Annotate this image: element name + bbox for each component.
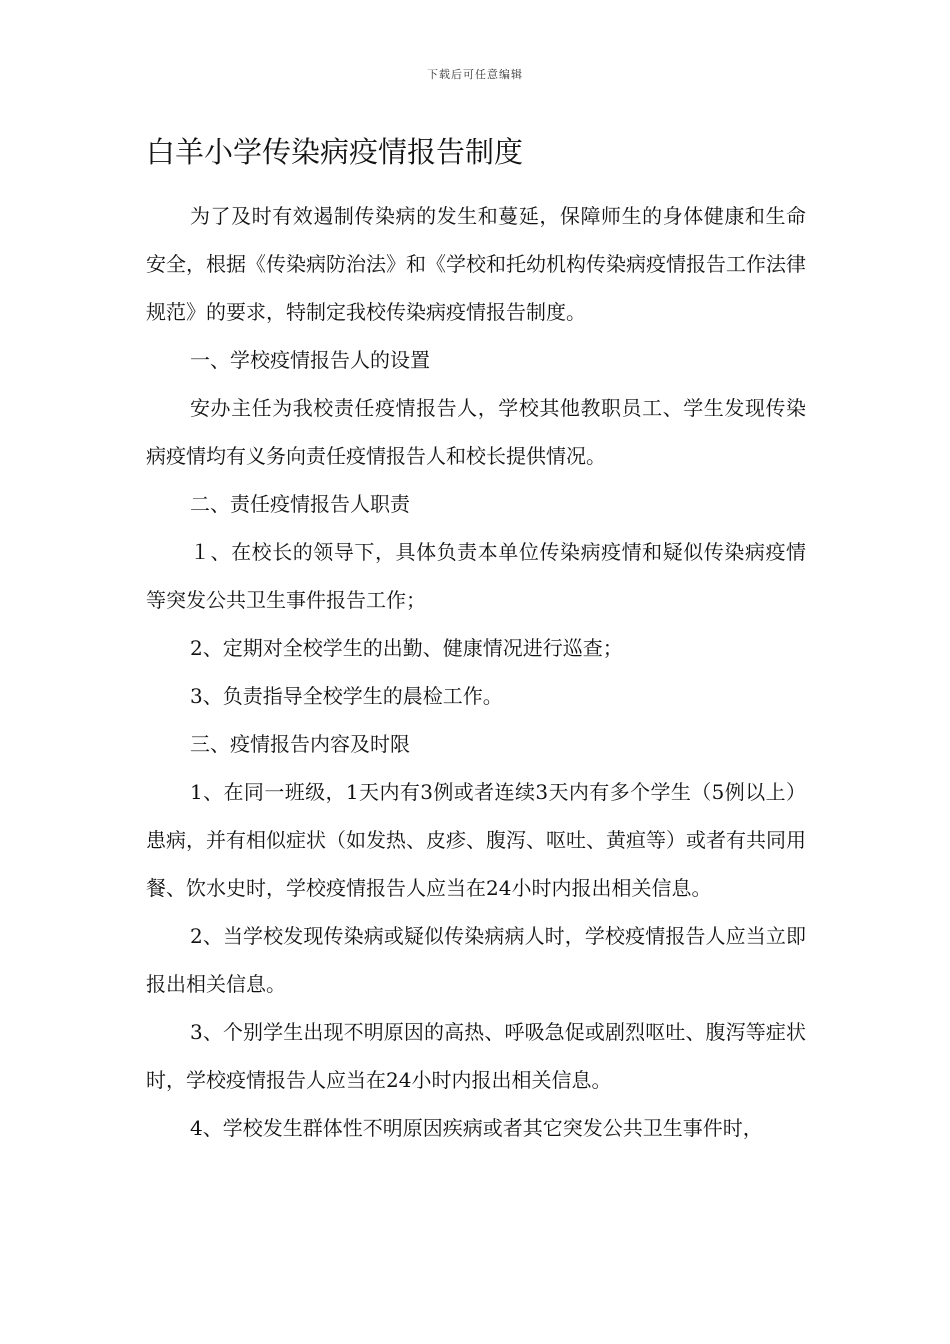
- list-item: 3、负责指导全校学生的晨检工作。: [190, 684, 503, 708]
- list-item: 2、当学校发现传染病或疑似传染病病人时，学校疫情报告人应当立即报出相关信息。: [146, 924, 806, 996]
- list-item: 4、学校发生群体性不明原因疾病或者其它突发公共卫生事件时，: [190, 1116, 763, 1140]
- list-item: 3、个别学生出现不明原因的高热、呼吸急促或剧烈呕吐、腹泻等症状时，学校疫情报告人应当在24小时内报出相关信息。: [146, 1020, 806, 1092]
- paragraph-intro: 为了及时有效遏制传染病的发生和蔓延，保障师生的身体健康和生命安全，根据《传染病防治法》和《学校和托幼机构传染病疫情报告工作法律规范》的要求，特制定我校传染病疫情报告制度。: [146, 204, 806, 324]
- list-item: 2、定期对全校学生的出勤、健康情况进行巡查；: [190, 636, 623, 660]
- header-note: 下载后可任意编辑: [427, 68, 523, 81]
- document-body: [146, 192, 806, 1152]
- section-heading-1: 一、学校疫情报告人的设置: [190, 348, 430, 372]
- paragraph: 安办主任为我校责任疫情报告人，学校其他教职员工、学生发现传染病疫情均有义务向责任疫情报告人和校长提供情况。: [146, 396, 806, 468]
- list-item: １、在校长的领导下，具体负责本单位传染病疫情和疑似传染病疫情等突发公共卫生事件报告工作；: [146, 540, 806, 612]
- list-item: 1、在同一班级，1天内有3例或者连续3天内有多个学生（5例以上）患病，并有相似症状（如发热、皮疹、腹泻、呕吐、黄疸等）或者有共同用餐、饮水史时，学校疫情报告人应当在24小时内报出相关信息。: [146, 780, 806, 900]
- section-heading-3: 三、疫情报告内容及时限: [190, 732, 410, 756]
- document-title: 白羊小学传染病疫情报告制度: [146, 135, 524, 169]
- section-heading-2: 二、责任疫情报告人职责: [190, 492, 410, 516]
